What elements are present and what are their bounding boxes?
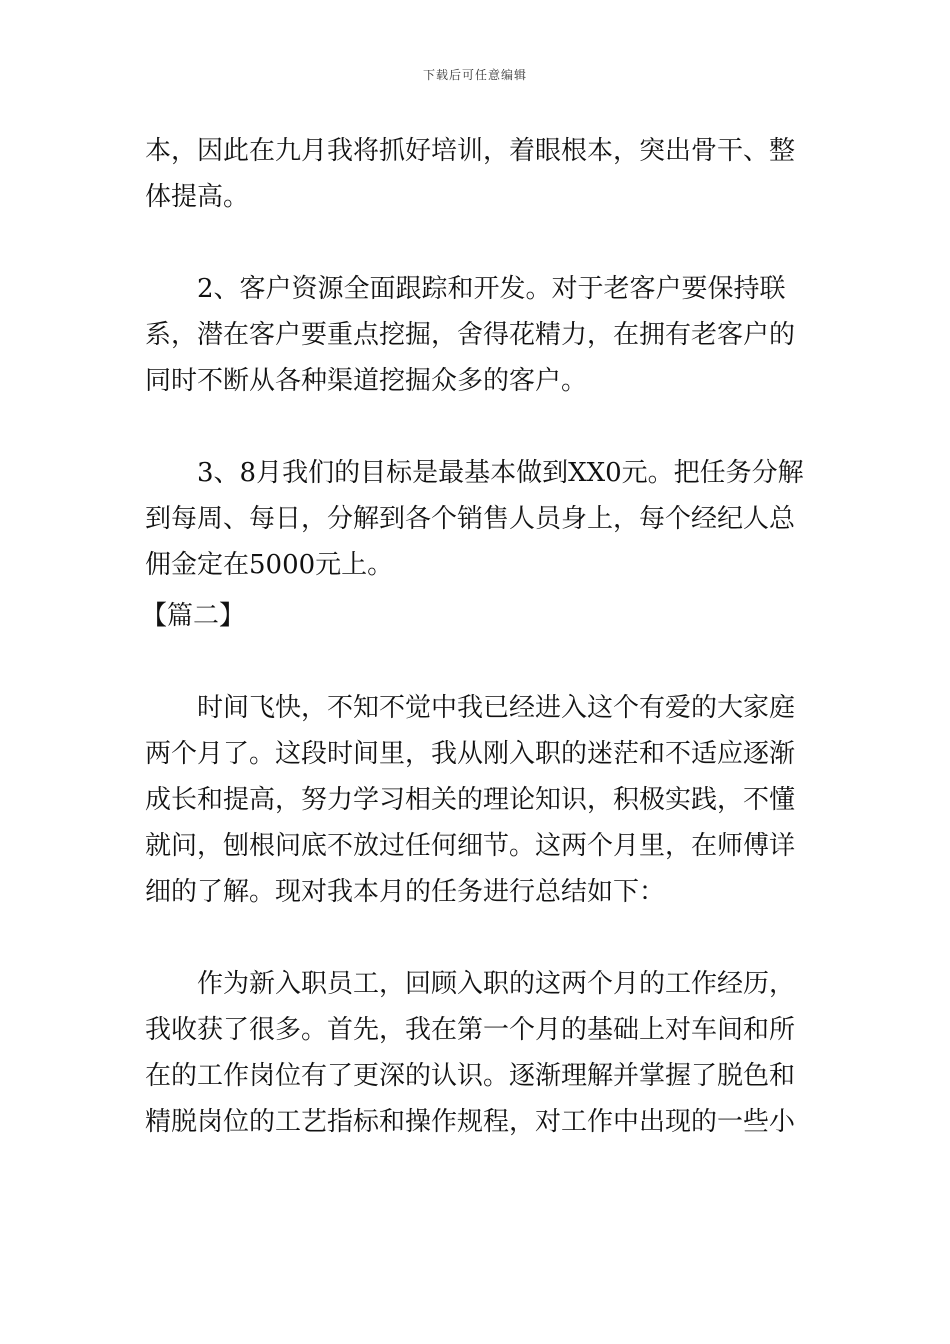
paragraph-4: 时间飞快，不知不觉中我已经进入这个有爱的大家庭两个月了。这段时间里，我从刚入职的迷茫和不适应逐渐成长和提高，努力学习相关的理论知识，积极实践，不懂就问，刨根问底不放过任何细节。这两个月里，在师傅详细的了解。现对我本月的任务进行总结如下： [145,693,796,907]
paragraph-gap [145,220,815,266]
paragraph-gap [145,404,815,450]
paragraph-gap [145,639,815,685]
paragraph-gap [145,915,815,961]
paragraph-1: 本，因此在九月我将抓好培训，着眼根本，突出骨干、整体提高。 [145,136,796,212]
paragraph-3: 3、8月我们的目标是最基本做到XX0元。把任务分解到每周、每日，分解到各个销售人员身上，每个经纪人总佣金定在5000元上。 [145,458,804,580]
paragraph-2: 2、客户资源全面跟踪和开发。对于老客户要保持联系，潜在客户要重点挖掘，舍得花精力，在拥有老客户的同时不断从各种渠道挖掘众多的客户。 [145,274,796,396]
page-header: 下载后可任意编辑 [422,68,527,82]
paragraph-5: 作为新入职员工，回顾入职的这两个月的工作经历，我收获了很多。首先，我在第一个月的基础上对车间和所在的工作岗位有了更深的认识。逐渐理解并掌握了脱色和精脱岗位的工艺指标和操作规程，对工作中出现的一些小 [145,969,796,1137]
section-heading: 【篇二】 [141,601,246,631]
document-body [141,128,815,1145]
